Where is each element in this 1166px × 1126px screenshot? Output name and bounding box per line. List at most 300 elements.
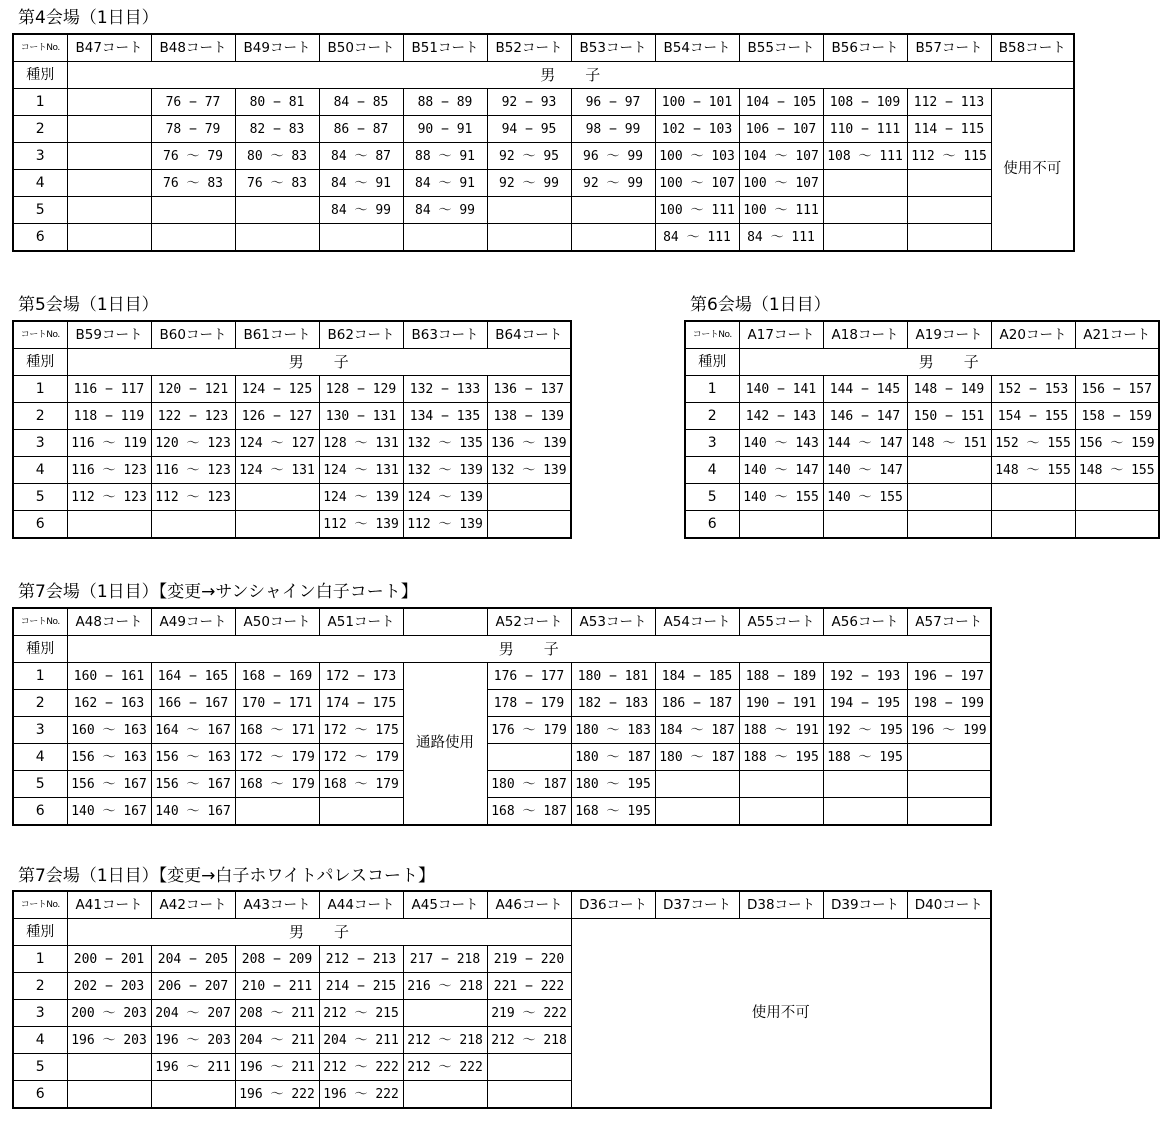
match-cell (67, 197, 151, 224)
match-cell: 128 〜 131 (319, 430, 403, 457)
row-number: 2 (13, 973, 67, 1000)
row-number: 6 (13, 511, 67, 539)
match-cell: 212 〜 215 (319, 1000, 403, 1027)
match-cell (403, 1000, 487, 1027)
match-cell: 196 − 197 (907, 663, 991, 690)
match-cell: 92 〜 99 (571, 170, 655, 197)
court-no-label: コートNo. (13, 891, 67, 919)
match-cell: 94 − 95 (487, 116, 571, 143)
match-cell: 190 − 191 (739, 690, 823, 717)
table-row (685, 484, 1159, 511)
match-cell: 140 〜 167 (67, 798, 151, 826)
court-no-label: コートNo. (13, 608, 67, 636)
match-cell: 152 〜 155 (991, 430, 1075, 457)
match-cell: 200 − 201 (67, 946, 151, 973)
match-cell: 108 − 109 (823, 89, 907, 116)
court-header: A18コート (823, 321, 907, 349)
gender-label: 男 子 (67, 349, 571, 376)
match-cell: 168 〜 195 (571, 798, 655, 826)
match-cell: 76 − 77 (151, 89, 235, 116)
table-row (685, 376, 1159, 403)
match-cell (67, 224, 151, 252)
match-cell: 152 − 153 (991, 376, 1075, 403)
match-cell: 88 〜 91 (403, 143, 487, 170)
match-cell: 80 〜 83 (235, 143, 319, 170)
court-header: B60コート (151, 321, 235, 349)
court-header: B55コート (739, 34, 823, 62)
match-cell: 221 − 222 (487, 973, 571, 1000)
match-cell: 140 〜 147 (823, 457, 907, 484)
match-cell: 174 − 175 (319, 690, 403, 717)
header-row (13, 891, 991, 919)
match-cell: 132 〜 135 (403, 430, 487, 457)
gender-label: 男 子 (67, 636, 991, 663)
match-cell: 92 − 93 (487, 89, 571, 116)
row-number: 1 (685, 376, 739, 403)
row-number: 5 (13, 1054, 67, 1081)
table-row (13, 197, 1074, 224)
match-cell (991, 511, 1075, 539)
match-cell (739, 511, 823, 539)
court-header: A48コート (67, 608, 151, 636)
match-cell (151, 511, 235, 539)
row-number: 1 (13, 89, 67, 116)
match-cell: 90 − 91 (403, 116, 487, 143)
match-cell: 176 − 177 (487, 663, 571, 690)
match-cell (907, 197, 991, 224)
court-header: A44コート (319, 891, 403, 919)
table-row (13, 403, 571, 430)
match-cell: 212 〜 222 (319, 1054, 403, 1081)
match-cell: 166 − 167 (151, 690, 235, 717)
match-cell: 156 − 157 (1075, 376, 1159, 403)
match-cell: 172 〜 179 (319, 744, 403, 771)
table-row (13, 663, 991, 690)
match-cell: 196 〜 222 (319, 1081, 403, 1109)
match-cell: 148 〜 155 (991, 457, 1075, 484)
match-cell: 160 − 161 (67, 663, 151, 690)
court-header: B63コート (403, 321, 487, 349)
row-number: 5 (13, 771, 67, 798)
match-cell: 188 〜 195 (823, 744, 907, 771)
match-cell (907, 484, 991, 511)
row-number: 5 (13, 197, 67, 224)
header-row (13, 34, 1074, 62)
match-cell: 112 〜 123 (67, 484, 151, 511)
court-header: A42コート (151, 891, 235, 919)
row-number: 4 (13, 170, 67, 197)
row-number: 6 (685, 511, 739, 539)
table-row (13, 143, 1074, 170)
match-cell: 156 〜 167 (151, 771, 235, 798)
aisle-header (403, 608, 487, 636)
court-header: A21コート (1075, 321, 1159, 349)
match-cell (319, 224, 403, 252)
match-cell: 108 〜 111 (823, 143, 907, 170)
table-row (13, 116, 1074, 143)
match-cell: 116 〜 123 (151, 457, 235, 484)
match-cell: 84 〜 99 (319, 197, 403, 224)
match-cell: 182 − 183 (571, 690, 655, 717)
court-header: A51コート (319, 608, 403, 636)
match-cell: 124 − 125 (235, 376, 319, 403)
match-cell (235, 511, 319, 539)
match-cell: 80 − 81 (235, 89, 319, 116)
match-cell (907, 457, 991, 484)
match-cell: 100 〜 111 (655, 197, 739, 224)
match-cell (235, 224, 319, 252)
header-row (685, 321, 1159, 349)
court-no-label: コートNo. (685, 321, 739, 349)
row-number: 2 (13, 690, 67, 717)
match-cell: 188 〜 195 (739, 744, 823, 771)
type-row (13, 349, 571, 376)
match-cell: 154 − 155 (991, 403, 1075, 430)
court-header: A50コート (235, 608, 319, 636)
match-cell (907, 771, 991, 798)
venue5-table (12, 320, 572, 539)
match-cell: 168 〜 171 (235, 717, 319, 744)
match-cell: 140 〜 143 (739, 430, 823, 457)
match-cell: 104 − 105 (739, 89, 823, 116)
row-number: 6 (13, 1081, 67, 1109)
match-cell (319, 798, 403, 826)
court-header: D37コート (655, 891, 739, 919)
match-cell (67, 1054, 151, 1081)
row-number: 1 (13, 946, 67, 973)
match-cell: 116 − 117 (67, 376, 151, 403)
match-cell: 156 〜 159 (1075, 430, 1159, 457)
match-cell: 130 − 131 (319, 403, 403, 430)
match-cell: 140 〜 147 (739, 457, 823, 484)
header-row (13, 608, 991, 636)
match-cell (67, 1081, 151, 1109)
match-cell: 176 〜 179 (487, 717, 571, 744)
venue4-table (12, 33, 1075, 252)
match-cell: 146 − 147 (823, 403, 907, 430)
match-cell: 110 − 111 (823, 116, 907, 143)
match-cell: 172 〜 175 (319, 717, 403, 744)
match-cell: 160 〜 163 (67, 717, 151, 744)
match-cell: 172 〜 179 (235, 744, 319, 771)
match-cell: 180 〜 195 (571, 771, 655, 798)
match-cell: 120 〜 123 (151, 430, 235, 457)
table-row (13, 484, 571, 511)
match-cell: 136 − 137 (487, 376, 571, 403)
match-cell (487, 744, 571, 771)
match-cell: 132 − 133 (403, 376, 487, 403)
match-cell (823, 197, 907, 224)
match-cell (67, 143, 151, 170)
match-cell (487, 1054, 571, 1081)
table-row (13, 89, 1074, 116)
match-cell (487, 197, 571, 224)
type-row (13, 636, 991, 663)
match-cell: 212 〜 218 (487, 1027, 571, 1054)
court-header: A46コート (487, 891, 571, 919)
match-cell (571, 197, 655, 224)
match-cell: 148 〜 155 (1075, 457, 1159, 484)
table-row (13, 717, 991, 744)
match-cell (67, 116, 151, 143)
match-cell (487, 511, 571, 539)
match-cell: 100 〜 111 (739, 197, 823, 224)
gender-label: 男 子 (739, 349, 1159, 376)
match-cell: 204 〜 211 (235, 1027, 319, 1054)
match-cell: 206 − 207 (151, 973, 235, 1000)
match-cell: 219 − 220 (487, 946, 571, 973)
match-cell: 148 − 149 (907, 376, 991, 403)
match-cell: 170 − 171 (235, 690, 319, 717)
table-row (13, 511, 571, 539)
match-cell: 92 〜 99 (487, 170, 571, 197)
match-cell (1075, 511, 1159, 539)
match-cell: 194 − 195 (823, 690, 907, 717)
court-header: D38コート (739, 891, 823, 919)
match-cell (235, 197, 319, 224)
match-cell: 76 〜 83 (151, 170, 235, 197)
match-cell (235, 798, 319, 826)
row-number: 3 (685, 430, 739, 457)
row-number: 5 (685, 484, 739, 511)
match-cell: 118 − 119 (67, 403, 151, 430)
match-cell: 192 − 193 (823, 663, 907, 690)
match-cell (739, 771, 823, 798)
match-cell: 98 − 99 (571, 116, 655, 143)
match-cell: 84 〜 99 (403, 197, 487, 224)
match-cell: 102 − 103 (655, 116, 739, 143)
court-header: B58コート (991, 34, 1074, 62)
type-label: 種別 (13, 62, 67, 89)
match-cell: 112 − 113 (907, 89, 991, 116)
match-cell: 219 〜 222 (487, 1000, 571, 1027)
gender-label: 男 子 (67, 62, 1074, 89)
row-number: 2 (13, 403, 67, 430)
match-cell: 136 〜 139 (487, 430, 571, 457)
match-cell: 168 〜 179 (319, 771, 403, 798)
table-row (13, 798, 991, 826)
match-cell (907, 224, 991, 252)
match-cell: 128 − 129 (319, 376, 403, 403)
match-cell: 112 〜 123 (151, 484, 235, 511)
match-cell: 180 − 181 (571, 663, 655, 690)
match-cell: 132 〜 139 (487, 457, 571, 484)
match-cell: 188 〜 191 (739, 717, 823, 744)
match-cell: 212 〜 218 (403, 1027, 487, 1054)
row-number: 5 (13, 484, 67, 511)
venue7a-table (12, 607, 992, 826)
match-cell: 112 〜 139 (319, 511, 403, 539)
match-cell: 178 − 179 (487, 690, 571, 717)
court-header: B62コート (319, 321, 403, 349)
match-cell: 100 〜 107 (739, 170, 823, 197)
match-cell (67, 170, 151, 197)
match-cell: 140 〜 167 (151, 798, 235, 826)
court-header: B52コート (487, 34, 571, 62)
match-cell (487, 484, 571, 511)
match-cell: 168 − 169 (235, 663, 319, 690)
court-header: D36コート (571, 891, 655, 919)
match-cell: 180 〜 187 (655, 744, 739, 771)
match-cell: 204 〜 211 (319, 1027, 403, 1054)
match-cell: 164 − 165 (151, 663, 235, 690)
match-cell: 184 − 185 (655, 663, 739, 690)
match-cell: 212 − 213 (319, 946, 403, 973)
row-number: 4 (13, 1027, 67, 1054)
match-cell: 138 − 139 (487, 403, 571, 430)
court-header: A56コート (823, 608, 907, 636)
venue5-title: 第5会場（1日目） (18, 295, 159, 315)
table-row (13, 170, 1074, 197)
match-cell: 100 〜 107 (655, 170, 739, 197)
match-cell: 156 〜 167 (67, 771, 151, 798)
court-header: B51コート (403, 34, 487, 62)
match-cell: 84 − 85 (319, 89, 403, 116)
type-row (685, 349, 1159, 376)
court-header: A49コート (151, 608, 235, 636)
type-label: 種別 (13, 636, 67, 663)
match-cell: 198 − 199 (907, 690, 991, 717)
venue7a-title: 第7会場（1日目）【変更→サンシャイン白子コート】 (18, 582, 418, 602)
match-cell: 172 − 173 (319, 663, 403, 690)
match-cell: 112 〜 115 (907, 143, 991, 170)
match-cell: 116 〜 123 (67, 457, 151, 484)
table-row (13, 771, 991, 798)
court-header: B64コート (487, 321, 571, 349)
table-row (685, 430, 1159, 457)
row-number: 4 (13, 744, 67, 771)
court-no-label: コートNo. (13, 321, 67, 349)
match-cell: 208 − 209 (235, 946, 319, 973)
match-cell: 196 〜 222 (235, 1081, 319, 1109)
match-cell: 140 〜 155 (823, 484, 907, 511)
row-number: 6 (13, 224, 67, 252)
match-cell (571, 224, 655, 252)
venue4-title: 第4会場（1日目） (18, 8, 159, 28)
court-header: A19コート (907, 321, 991, 349)
match-cell: 100 〜 103 (655, 143, 739, 170)
unavailable-note: 使用不可 (991, 89, 1074, 252)
row-number: 3 (13, 717, 67, 744)
match-cell (907, 744, 991, 771)
match-cell: 84 〜 91 (319, 170, 403, 197)
match-cell: 144 − 145 (823, 376, 907, 403)
court-header: B59コート (67, 321, 151, 349)
match-cell: 84 〜 111 (655, 224, 739, 252)
match-cell (487, 224, 571, 252)
court-header: A54コート (655, 608, 739, 636)
match-cell: 216 〜 218 (403, 973, 487, 1000)
table-row (13, 430, 571, 457)
match-cell: 208 〜 211 (235, 1000, 319, 1027)
match-cell: 204 − 205 (151, 946, 235, 973)
match-cell: 180 〜 183 (571, 717, 655, 744)
match-cell: 150 − 151 (907, 403, 991, 430)
row-number: 4 (685, 457, 739, 484)
match-cell (907, 798, 991, 826)
match-cell: 76 〜 79 (151, 143, 235, 170)
match-cell (235, 484, 319, 511)
court-header: B50コート (319, 34, 403, 62)
match-cell: 78 − 79 (151, 116, 235, 143)
match-cell: 168 〜 179 (235, 771, 319, 798)
row-number: 6 (13, 798, 67, 826)
court-header: B53コート (571, 34, 655, 62)
match-cell (151, 1081, 235, 1109)
match-cell: 148 〜 151 (907, 430, 991, 457)
match-cell (1075, 484, 1159, 511)
match-cell: 124 〜 131 (235, 457, 319, 484)
match-cell: 104 〜 107 (739, 143, 823, 170)
match-cell: 196 〜 203 (67, 1027, 151, 1054)
match-cell (67, 511, 151, 539)
match-cell: 214 − 215 (319, 973, 403, 1000)
match-cell: 84 〜 111 (739, 224, 823, 252)
row-number: 2 (685, 403, 739, 430)
match-cell (823, 170, 907, 197)
court-header: A41コート (67, 891, 151, 919)
match-cell: 202 − 203 (67, 973, 151, 1000)
type-row (13, 62, 1074, 89)
match-cell: 124 〜 131 (319, 457, 403, 484)
type-row (13, 919, 991, 946)
row-number: 1 (13, 663, 67, 690)
venue7b-table (12, 890, 992, 1109)
row-number: 4 (13, 457, 67, 484)
match-cell: 156 〜 163 (67, 744, 151, 771)
row-number: 3 (13, 143, 67, 170)
match-cell (487, 1081, 571, 1109)
match-cell (907, 170, 991, 197)
court-header: A52コート (487, 608, 571, 636)
court-header: B56コート (823, 34, 907, 62)
court-header: B61コート (235, 321, 319, 349)
court-header: D39コート (823, 891, 907, 919)
match-cell: 134 − 135 (403, 403, 487, 430)
match-cell: 86 − 87 (319, 116, 403, 143)
table-row (13, 457, 571, 484)
match-cell (67, 89, 151, 116)
match-cell: 96 − 97 (571, 89, 655, 116)
court-header: B47コート (67, 34, 151, 62)
match-cell: 192 〜 195 (823, 717, 907, 744)
venue6-title: 第6会場（1日目） (690, 295, 831, 315)
match-cell: 210 − 211 (235, 973, 319, 1000)
match-cell: 140 〜 155 (739, 484, 823, 511)
match-cell (151, 197, 235, 224)
match-cell: 200 〜 203 (67, 1000, 151, 1027)
court-header: B48コート (151, 34, 235, 62)
match-cell: 196 〜 211 (151, 1054, 235, 1081)
match-cell: 180 〜 187 (571, 744, 655, 771)
match-cell (991, 484, 1075, 511)
match-cell: 106 − 107 (739, 116, 823, 143)
match-cell: 122 − 123 (151, 403, 235, 430)
match-cell: 162 − 163 (67, 690, 151, 717)
match-cell (739, 798, 823, 826)
match-cell: 120 − 121 (151, 376, 235, 403)
match-cell: 156 〜 163 (151, 744, 235, 771)
row-number: 3 (13, 430, 67, 457)
court-header: A55コート (739, 608, 823, 636)
match-cell: 124 〜 139 (319, 484, 403, 511)
match-cell: 82 − 83 (235, 116, 319, 143)
match-cell: 196 〜 203 (151, 1027, 235, 1054)
match-cell: 92 〜 95 (487, 143, 571, 170)
match-cell (823, 511, 907, 539)
table-row (685, 511, 1159, 539)
match-cell: 158 − 159 (1075, 403, 1159, 430)
